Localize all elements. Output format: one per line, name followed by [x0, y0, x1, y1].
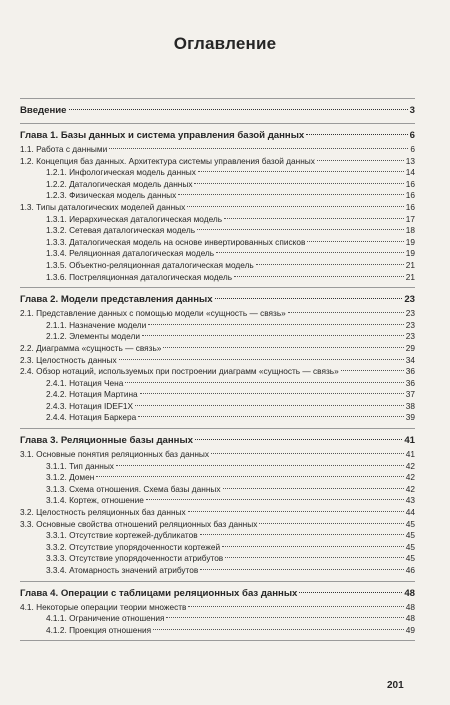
toc-subsection — [20, 401, 415, 413]
toc-entry-page: 44 — [405, 507, 415, 518]
toc-subsection — [20, 378, 415, 390]
toc-entry-page: 36 — [405, 366, 415, 377]
dot-leader — [225, 557, 404, 558]
toc-entry-page: 48 — [404, 587, 415, 599]
toc-entry-title: 3.1.4. Кортеж, отношение — [46, 495, 144, 506]
toc-section — [20, 343, 415, 355]
toc-entry-page: 39 — [405, 412, 415, 423]
toc-chapter — [20, 127, 415, 144]
toc-section — [20, 156, 415, 168]
toc-subsection — [20, 331, 415, 343]
dot-leader — [135, 405, 404, 406]
divider — [20, 640, 415, 641]
toc-entry-title: 1.3.4. Реляционная даталогическая модель — [46, 248, 215, 259]
dot-leader — [198, 171, 404, 172]
toc-entry-title: 2.4.2. Нотация Мартина — [46, 389, 138, 400]
toc-entry-page: 46 — [405, 565, 415, 575]
dot-leader — [166, 617, 403, 618]
toc-entry-title: 2.4.3. Нотация IDEF1X — [46, 400, 134, 411]
toc-entry-title: 3.2. Целостность реляционных баз данных — [20, 507, 186, 518]
toc-section — [20, 449, 415, 461]
divider — [20, 287, 415, 288]
toc-entry-title: 1.2.1. Инфологическая модель данных — [46, 167, 196, 178]
toc-entry-title: 2.4.1. Нотация Чена — [46, 377, 124, 388]
toc-subsection — [20, 412, 415, 424]
dot-leader — [194, 183, 403, 184]
toc-entry-page: 3 — [409, 105, 415, 116]
toc-entry-title: 3.3.3. Отсутствие упорядоченности атрибутов — [46, 553, 224, 564]
toc-entry-page: 42 — [405, 472, 415, 483]
toc-subsection — [20, 214, 415, 226]
toc-subsection — [20, 484, 415, 496]
divider — [20, 428, 415, 429]
dot-leader — [224, 218, 404, 219]
dot-leader — [140, 393, 404, 394]
dot-leader — [216, 252, 404, 253]
toc-entry-page: 38 — [405, 400, 415, 411]
toc-entry-page: 45 — [405, 541, 415, 552]
toc-entry-page: 45 — [405, 518, 415, 529]
dot-leader — [317, 160, 404, 161]
dot-leader — [215, 298, 403, 299]
toc-entry-title: 3.1.1. Тип данных — [46, 460, 114, 471]
toc-entry-title: 2.1.2. Элементы модели — [46, 331, 140, 342]
toc-entry-title: 3.3.4. Атомарность значений атрибутов — [46, 565, 199, 575]
toc-entry-page: 36 — [405, 377, 415, 388]
toc-entry-page: 6 — [410, 144, 415, 154]
toc-subsection — [20, 461, 415, 473]
toc-entry-title: 1.3.3. Даталогическая модель на основе инвертированных списков — [46, 236, 306, 247]
dot-leader — [148, 324, 404, 325]
toc-entry-title: 3.3. Основные свойства отношений реляционных баз данных — [20, 518, 258, 529]
dot-leader — [200, 569, 403, 570]
toc-entry-title: 4.1.1. Ограничение отношения — [46, 613, 165, 624]
toc-entry-title: 2.4. Обзор нотаций, используемых при построении диаграмм «сущность — связь» — [20, 366, 339, 377]
toc-entry-title: Глава 1. Базы данных и система управления базой данных — [20, 130, 305, 141]
toc-subsection — [20, 237, 415, 249]
toc-entry-title: 3.1. Основные понятия реляционных баз данных — [20, 449, 210, 460]
toc-entry-page: 29 — [405, 342, 415, 353]
toc-entry-title: 3.1.2. Домен — [46, 472, 95, 483]
toc-entry-page: 48 — [405, 601, 415, 612]
toc-intro — [20, 102, 415, 119]
toc-section — [20, 366, 415, 378]
dot-leader — [188, 511, 404, 512]
dot-leader — [256, 264, 404, 265]
dot-leader — [222, 546, 404, 547]
dot-leader — [223, 488, 404, 489]
dot-leader — [234, 276, 404, 277]
dot-leader — [69, 109, 408, 110]
toc-entry-page: 19 — [405, 236, 415, 247]
dot-leader — [211, 453, 404, 454]
toc-entry-title: 2.3. Целостность данных — [20, 354, 117, 365]
toc-subsection — [20, 320, 415, 332]
dot-leader — [138, 416, 404, 417]
toc-section — [20, 519, 415, 531]
dot-leader — [96, 476, 403, 477]
toc-entry-page: 16 — [405, 201, 415, 212]
toc-entry-title: 1.2.2. Даталогическая модель данных — [46, 178, 193, 189]
toc-subsection — [20, 613, 415, 625]
dot-leader — [163, 347, 403, 348]
toc-subsection — [20, 248, 415, 260]
dot-leader — [259, 523, 403, 524]
divider — [20, 98, 415, 99]
toc-entry-title: 3.3.2. Отсутствие упорядоченности кортежей — [46, 541, 221, 552]
dot-leader — [307, 241, 403, 242]
toc-entry-title: 3.3.1. Отсутствие кортежей-дубликатов — [46, 530, 198, 541]
toc-entry-page: 41 — [404, 435, 415, 447]
toc-entry-title: 1.3. Типы даталогических моделей данных — [20, 201, 186, 212]
toc-entry-page: 21 — [405, 271, 415, 282]
toc-entry-title: 3.1.3. Схема отношения. Схема базы данных — [46, 483, 221, 494]
toc-entry-page: 23 — [405, 308, 415, 319]
dot-leader — [142, 335, 404, 336]
dot-leader — [341, 370, 404, 371]
toc-entry-page: 23 — [405, 331, 415, 342]
toc-entry-page: 6 — [409, 130, 415, 141]
toc-entry-page: 43 — [405, 495, 415, 506]
toc-subsection — [20, 272, 415, 284]
table-of-contents — [20, 94, 415, 644]
divider — [20, 581, 415, 582]
page-number: 201 — [387, 680, 404, 691]
toc-entry-page: 18 — [405, 225, 415, 236]
toc-subsection — [20, 167, 415, 179]
toc-entry-page: 45 — [405, 530, 415, 541]
toc-chapter — [20, 585, 415, 602]
divider — [20, 123, 415, 124]
toc-section — [20, 602, 415, 614]
toc-entry-page: 16 — [405, 190, 415, 201]
toc-entry-title: Глава 4. Операции с таблицами реляционных баз данных — [20, 587, 298, 599]
toc-entry-page: 17 — [405, 213, 415, 224]
toc-chapter — [20, 291, 415, 308]
toc-section — [20, 144, 415, 156]
toc-entry-title: 1.3.5. Объектно-реляционная даталогическая модель — [46, 259, 254, 270]
toc-subsection — [20, 495, 415, 507]
toc-entry-page: 13 — [405, 155, 415, 166]
dot-leader — [187, 206, 403, 207]
toc-entry-title: 1.3.6. Постреляционная даталогическая модель — [46, 271, 233, 282]
toc-entry-title: Глава 2. Модели представления данных — [20, 294, 213, 306]
toc-entry-title: Введение — [20, 105, 67, 116]
toc-entry-title: 1.3.1. Иерархическая даталогическая модель — [46, 213, 223, 224]
toc-chapter — [20, 432, 415, 449]
toc-section — [20, 507, 415, 519]
dot-leader — [195, 439, 402, 440]
toc-entry-page: 42 — [405, 483, 415, 494]
dot-leader — [288, 312, 404, 313]
toc-entry-page: 48 — [405, 613, 415, 624]
dot-leader — [299, 592, 402, 593]
toc-subsection — [20, 260, 415, 272]
toc-section — [20, 202, 415, 214]
toc-subsection — [20, 472, 415, 484]
toc-entry-title: 1.1. Работа с данными — [20, 144, 108, 154]
dot-leader — [116, 465, 404, 466]
toc-subsection — [20, 530, 415, 542]
toc-subsection — [20, 190, 415, 202]
toc-entry-page: 42 — [405, 460, 415, 471]
toc-subsection — [20, 553, 415, 565]
toc-entry-title: 2.1.1. Назначение модели — [46, 319, 147, 330]
dot-leader — [306, 134, 407, 135]
toc-entry-page: 23 — [404, 294, 415, 306]
toc-entry-title: 4.1.2. Проекция отношения — [46, 624, 152, 635]
toc-entry-title: Глава 3. Реляционные базы данных — [20, 435, 194, 447]
toc-subsection — [20, 225, 415, 237]
toc-section — [20, 355, 415, 367]
toc-entry-page: 16 — [405, 178, 415, 189]
toc-entry-title: 2.2. Диаграмма «сущность — связь» — [20, 342, 162, 353]
dot-leader — [119, 359, 404, 360]
toc-entry-page: 41 — [405, 449, 415, 460]
dot-leader — [153, 629, 404, 630]
dot-leader — [188, 606, 403, 607]
toc-subsection — [20, 565, 415, 577]
toc-subsection — [20, 179, 415, 191]
toc-entry-page: 19 — [405, 248, 415, 259]
toc-entry-title: 1.2.3. Физическая модель данных — [46, 190, 177, 201]
toc-entry-page: 34 — [405, 354, 415, 365]
toc-entry-page: 45 — [405, 553, 415, 564]
toc-entry-title: 2.1. Представление данных с помощью модели «сущность — связь» — [20, 308, 286, 319]
dot-leader — [125, 382, 403, 383]
toc-entry-title: 2.4.4. Нотация Баркера — [46, 412, 137, 423]
toc-subsection — [20, 389, 415, 401]
dot-leader — [197, 229, 404, 230]
toc-subsection — [20, 542, 415, 554]
toc-entry-page: 37 — [405, 389, 415, 400]
dot-leader — [146, 499, 404, 500]
toc-entry-title: 1.3.2. Сетевая даталогическая модель — [46, 225, 196, 236]
dot-leader — [178, 194, 403, 195]
toc-entry-page: 21 — [405, 259, 415, 270]
toc-entry-title: 4.1. Некоторые операции теории множеств — [20, 601, 187, 612]
toc-entry-page: 14 — [405, 167, 415, 178]
toc-entry-page: 49 — [405, 624, 415, 635]
dot-leader — [109, 148, 408, 149]
toc-entry-title: 1.2. Концепция баз данных. Архитектура системы управления базой данных — [20, 155, 315, 166]
toc-section — [20, 308, 415, 320]
page-title: Оглавление — [173, 34, 277, 53]
toc-subsection — [20, 625, 415, 637]
dot-leader — [200, 534, 404, 535]
toc-entry-page: 23 — [405, 319, 415, 330]
